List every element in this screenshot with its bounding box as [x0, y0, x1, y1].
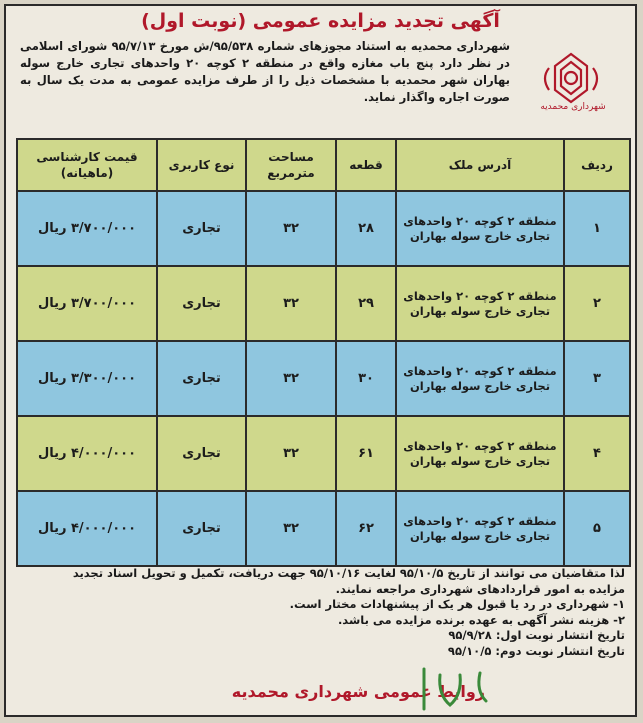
- table-row: [17, 341, 630, 416]
- cell-address: منطقه ۲ کوچه ۲۰ واحدهای تجاری خارج سوله بهاران: [396, 416, 564, 491]
- header-area: مساحت مترمربع: [246, 139, 336, 191]
- cell-parcel: ۳۰: [336, 341, 396, 416]
- cell-parcel: ۶۱: [336, 416, 396, 491]
- cell-price: ۳/۷۰۰/۰۰۰ ریال: [17, 266, 157, 341]
- cell-area: ۳۲: [246, 416, 336, 491]
- cell-address: منطقه ۲ کوچه ۲۰ واحدهای تجاری خارج سوله بهاران: [396, 491, 564, 566]
- header-usage: نوع کاربری: [157, 139, 246, 191]
- cell-row-number: ۲: [564, 266, 630, 341]
- header-row-number: ردیف: [564, 139, 630, 191]
- header-parcel: قطعه: [336, 139, 396, 191]
- table-row: [17, 266, 630, 341]
- footer-condition-2: ۲- هزینه نشر آگهی به عهده برنده مزایده می باشد.: [337, 612, 625, 627]
- cell-price: ۳/۳۰۰/۰۰۰ ریال: [17, 341, 157, 416]
- cell-usage: تجاری: [157, 191, 246, 266]
- ad-title: آگهی تجدید مزایده عمومی (نوبت اول): [141, 10, 500, 32]
- cell-row-number: ۳: [564, 341, 630, 416]
- cell-usage: تجاری: [157, 491, 246, 566]
- table-row: [17, 416, 630, 491]
- cell-price: ۴/۰۰۰/۰۰۰ ریال: [17, 416, 157, 491]
- table-header-row: [17, 139, 630, 191]
- cell-area: ۳۲: [246, 341, 336, 416]
- table-row: [17, 191, 630, 266]
- ad-footer: [20, 566, 625, 659]
- footer-line: مزایده به امور قراردادهای شهرداری مراجعه نمایند.: [335, 581, 625, 596]
- header-price: قیمت کارشناسی (ماهیانه): [17, 139, 157, 191]
- cell-address: منطقه ۲ کوچه ۲۰ واحدهای تجاری خارج سوله بهاران: [396, 266, 564, 341]
- cell-parcel: ۶۲: [336, 491, 396, 566]
- second-publish-date: تاریخ انتشار نوبت دوم: ۹۵/۱۰/۵: [447, 643, 625, 658]
- cell-parcel: ۲۸: [336, 191, 396, 266]
- cell-usage: تجاری: [157, 416, 246, 491]
- municipality-emblem-icon: [521, 46, 621, 126]
- cell-row-number: ۱: [564, 191, 630, 266]
- newspaper-ad: [4, 4, 637, 717]
- table-row: [17, 491, 630, 566]
- header-address: آدرس ملک: [396, 139, 564, 191]
- cell-price: ۳/۷۰۰/۰۰۰ ریال: [17, 191, 157, 266]
- properties-table: [16, 138, 631, 567]
- cell-address: منطقه ۲ کوچه ۲۰ واحدهای تجاری خارج سوله بهاران: [396, 191, 564, 266]
- logo-caption: شهرداری محمدیه: [540, 102, 606, 112]
- first-publish-date: تاریخ انتشار نوبت اول: ۹۵/۹/۲۸: [448, 628, 625, 642]
- cell-row-number: ۴: [564, 416, 630, 491]
- cell-usage: تجاری: [157, 341, 246, 416]
- cell-usage: تجاری: [157, 266, 246, 341]
- footer-line: لذا متقاضیان می توانند از تاریخ ۹۵/۱۰/۵ لغایت ۹۵/۱۰/۱۶ جهت دریافت، تکمیل و تحویل اسناد تجدید: [72, 566, 625, 580]
- public-relations-signature: روابط عمومی شهرداری محمدیه: [231, 682, 485, 701]
- handwritten-number-icon: [410, 661, 500, 716]
- cell-area: ۳۲: [246, 491, 336, 566]
- cell-area: ۳۲: [246, 191, 336, 266]
- cell-address: منطقه ۲ کوچه ۲۰ واحدهای تجاری خارج سوله بهاران: [396, 341, 564, 416]
- cell-price: ۴/۰۰۰/۰۰۰ ریال: [17, 491, 157, 566]
- cell-area: ۳۲: [246, 266, 336, 341]
- cell-parcel: ۲۹: [336, 266, 396, 341]
- footer-condition-1: ۱- شهرداری در رد یا قبول هر یک از پیشنهادات مختار است.: [289, 597, 625, 611]
- cell-row-number: ۵: [564, 491, 630, 566]
- ad-intro-paragraph: شهرداری محمدیه به استناد مجوزهای شماره ۹۵/۵۳۸/ش مورخ ۹۵/۷/۱۳ شورای اسلامی در نظر دارد پنج باب مغازه واقع در منطقه ۲ کوچه ۲۰ واحدهای تجاری خارج سوله بهاران شهر محمدیه با مشخصات ذیل را از طرف مزایده عمومی به مدت یک سال به صورت اجاره واگذار نماید.: [20, 39, 510, 104]
